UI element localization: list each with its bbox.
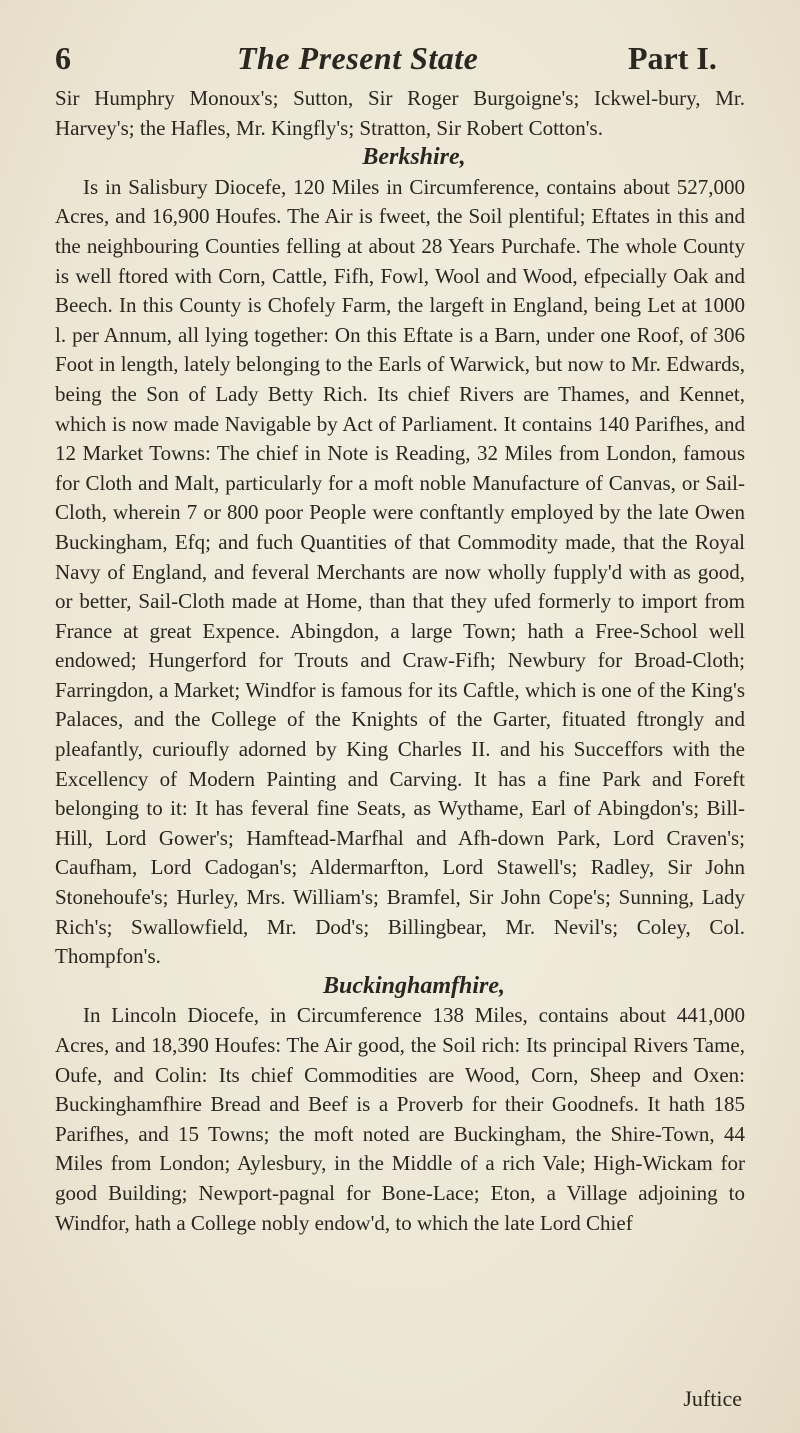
running-title: The Present State [237, 40, 479, 76]
body-text [55, 84, 745, 1238]
berkshire-heading: Berkshire, [362, 144, 466, 171]
part-label: Part I. [628, 40, 717, 76]
catchword: Juftice [683, 1386, 742, 1411]
page-header [0, 40, 800, 84]
buckinghamshire-paragraph: In Lincoln Diocefe, in Circumference 138 Miles, contains about 441,000 Acres, and 18,390 Houfes: The Air good, the Soil rich: Its principal Rivers Tame, Oufe, and Colin: Its chief Commodities are Wood, Corn, Sheep and Oxen: Buckinghamfhire Bread and Beef is a Proverb for their Goodnefs. It hath 185 Parifhes, and 15 Towns; the moft noted are Buckingham, the Shire-Town, 44 Miles from London; Aylesbury, in the Middle of a rich Vale; High-Wickam for good Building; Newport-pagnal for Bone-Lace; Eton, a Village adjoining to Windfor, hath a College nobly endow'd, to which the late Lord Chief [55, 1003, 745, 1235]
berkshire-paragraph: Is in Salisbury Diocefe, 120 Miles in Circumference, contains about 527,000 Acres, and 16,900 Houfes. The Air is fweet, the Soil plentiful; Eftates in this and the neighbouring Counties felling at about 28 Years Purchafe. The whole County is well ftored with Corn, Cattle, Fifh, Fowl, Wool and Wood, efpecially Oak and Beech. In this County is Chofely Farm, the largeft in England, being Let at 1000 l. per Annum, all lying together: On this Eftate is a Barn, under one Roof, of 306 Foot in length, lately belonging to the Earls of Warwick, but now to Mr. Edwards, being the Son of Lady Betty Rich. Its chief Rivers are Thames, and Kennet, which is now made Navigable by Act of Parliament. It contains 140 Parifhes, and 12 Market Towns: The chief in Note is Reading, 32 Miles from London, famous for Cloth and Malt, particularly for a moft noble Manufacture of Canvas, or Sail-Cloth, wherein 7 or 800 poor People were conftantly employed by the late Owen Buckingham, Efq; and fuch Quantities of that Commodity made, that the Royal Navy of England, and feveral Merchants are now wholly fupply'd with as good, or better, Sail-Cloth made at Home, than that they ufed formerly to import from France at great Expence. Abingdon, a large Town; hath a Free-School well endowed; Hungerford for Trouts and Craw-Fifh; Newbury for Broad-Cloth; Farringdon, a Market; Windfor is famous for its Caftle, which is one of the King's Palaces, and the College of the Knights of the Garter, fituated ftrongly and pleafantly, curioufly adorned by King Charles II. and his Succeffors with the Excellency of Modern Painting and Carving. It has a fine Park and Foreft belonging to it: It has feveral fine Seats, as Wythame, Earl of Abingdon's; Bill-Hill, Lord Gower's; Hamftead-Marfhal and Afh-down Park, Lord Craven's; Caufham, Lord Cadogan's; Aldermarfton, Lord Stawell's; Radley, Sir John Stonehoufe's; Hurley, Mrs. William's; Bramfel, Sir John Cope's; Sunning, Lady Rich's; Swallowfield, Mr. Dod's; Billingbear, Mr. Nevil's; Coley, Col. Thompfon's. [55, 174, 745, 969]
intro-paragraph: Sir Humphry Monoux's; Sutton, Sir Roger Burgoigne's; Ickwel-bury, Mr. Harvey's; the Hafles, Mr. Kingfly's; Stratton, Sir Robert Cotton's. [55, 86, 745, 140]
page-number: 6 [55, 40, 71, 76]
buckinghamshire-heading: Buckinghamfhire, [322, 972, 506, 999]
